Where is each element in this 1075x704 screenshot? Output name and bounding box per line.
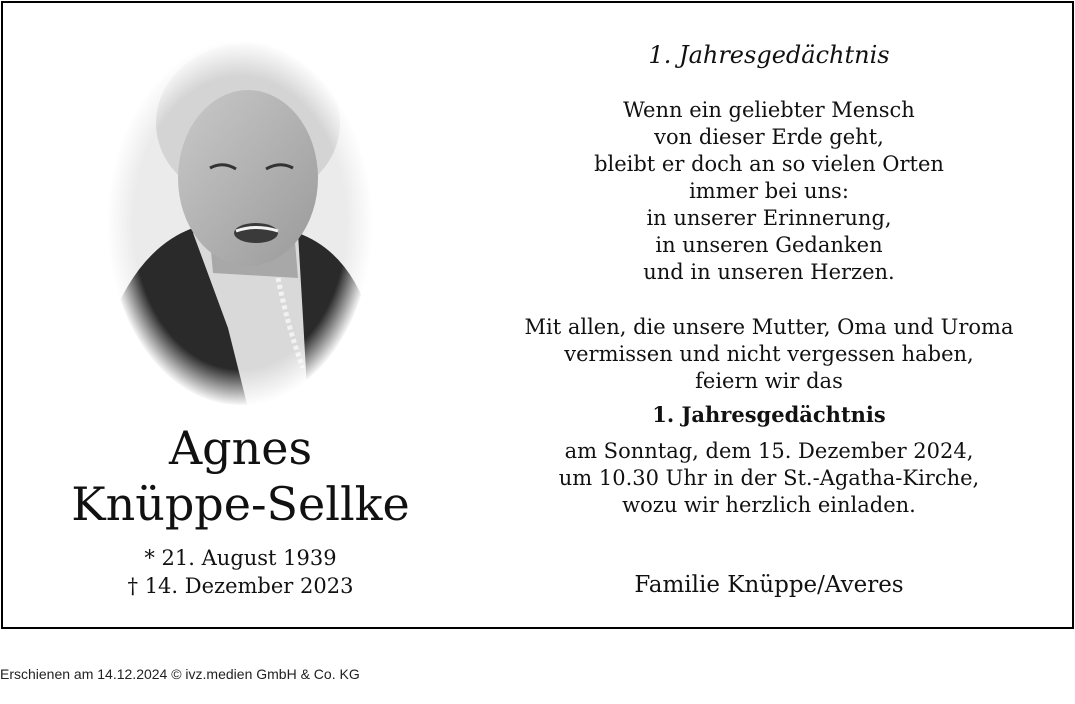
death-date: † 14. Dezember 2023	[127, 574, 354, 598]
poem-line: immer bei uns:	[689, 179, 849, 203]
poem-line: in unseren Gedanken	[655, 233, 883, 257]
poem-line: von dieser Erde geht,	[654, 125, 884, 149]
poem-line: Wenn ein geliebter Mensch	[623, 98, 915, 122]
life-dates	[43, 544, 438, 600]
obituary-frame	[1, 1, 1074, 629]
family-signature: Familie Knüppe/Averes	[634, 572, 904, 598]
deceased-first-name: Agnes	[168, 421, 313, 475]
invitation-line: Mit allen, die unsere Mutter, Oma und Uroma	[524, 315, 1014, 339]
birth-date: * 21. August 1939	[144, 546, 337, 570]
publication-footer: Erschienen am 14.12.2024 © ivz.medien GmbH & Co. KG	[0, 666, 360, 682]
invitation-text	[469, 314, 1069, 395]
poem-line: bleibt er doch an so vielen Orten	[594, 152, 944, 176]
deceased-last-name: Knüppe-Sellke	[71, 477, 410, 531]
portrait-photo	[98, 28, 383, 408]
event-detail-line: am Sonntag, dem 15. Dezember 2024,	[564, 439, 974, 463]
notice-heading: 1. Jahresgedächtnis	[648, 41, 890, 69]
poem-line: und in unseren Herzen.	[643, 260, 895, 284]
event-title: 1. Jahresgedächtnis	[652, 402, 886, 427]
invitation-line: feiern wir das	[695, 369, 843, 393]
memorial-poem	[469, 97, 1069, 286]
event-detail-line: um 10.30 Uhr in der St.-Agatha-Kirche,	[558, 466, 980, 490]
poem-line: in unserer Erinnerung,	[646, 206, 892, 230]
event-detail-line: wozu wir herzlich einladen.	[622, 493, 916, 517]
invitation-line: vermissen und nicht vergessen haben,	[564, 342, 974, 366]
event-details	[469, 438, 1069, 519]
